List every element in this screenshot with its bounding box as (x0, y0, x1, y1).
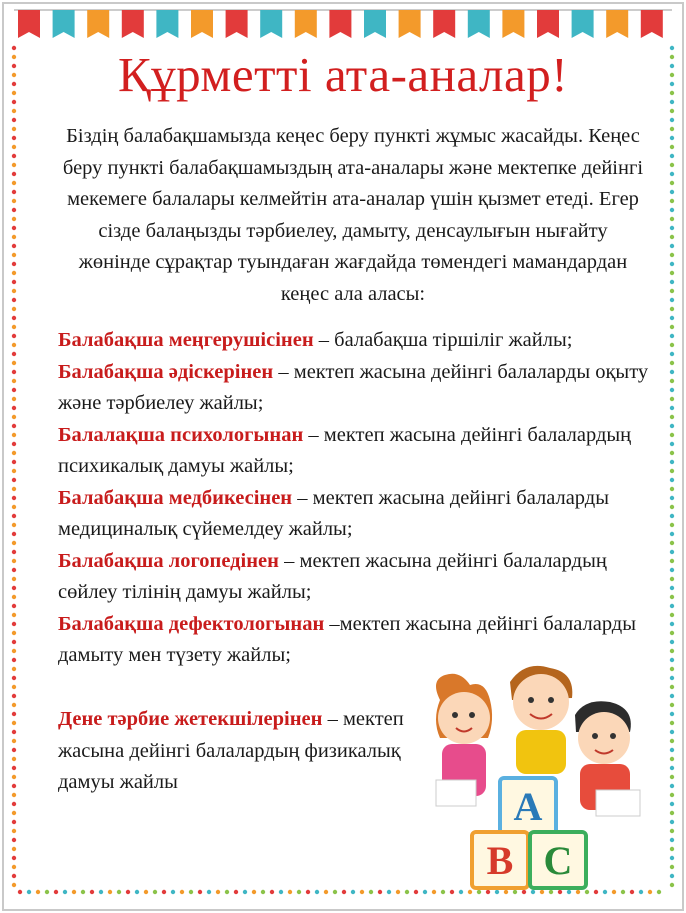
item-text: – мектеп жасына дейінгі балаларды медициналық сүйемелдеу жайлы; (58, 486, 609, 540)
item-text: – балабақша тіршіліг жайлы; (313, 329, 573, 351)
pennant-flag (156, 10, 178, 38)
children-illustration (400, 660, 650, 900)
pennant-flag (537, 10, 559, 38)
pennant-flag (606, 10, 628, 38)
item-text: – мектеп жасына дейінгі балалардың физикалық дамуы жайлы (58, 708, 404, 793)
list-item (58, 325, 658, 357)
pennant-flag (87, 10, 109, 38)
list-item (58, 420, 658, 483)
specialists-list (58, 325, 658, 672)
item-lead: Балабақша меңгерушісінен (58, 329, 314, 351)
list-item (58, 546, 658, 609)
page-title: Құрметті ата-аналар! (117, 47, 569, 102)
pennant-flag (295, 10, 317, 38)
boy-illustration (510, 666, 572, 774)
list-item (58, 483, 658, 546)
item-lead: Балабақша дефектологынан (58, 612, 325, 635)
pennant-flag (433, 10, 455, 38)
pennant-flag (53, 10, 75, 38)
pennant-flag (364, 10, 386, 38)
pennant-flag (18, 10, 40, 38)
pennant-flag (260, 10, 282, 38)
list-item (58, 357, 658, 420)
pennant-flag (122, 10, 144, 38)
item-lead: Балабақша медбикесінен (58, 486, 293, 509)
pennant-flag (468, 10, 490, 38)
item-lead: Дене тәрбие жетекшілерінен (58, 708, 323, 730)
intro-paragraph: Біздің балабақшамызда кеңес беру пункті жұмыс жасайды. Кеңес беру пункті балабақшамыздың ата-аналары және мектепке дейінгі мекемеге балалары келмейтін ата-аналар үшін қызмет етеді. Егер сізде балаңызды тәрбиелеу, дамыту, денсаулығын нығайту жөнінде сұрақтар туындаған жағдайда төмендегі мамандардан кеңес ала аласы: (62, 125, 644, 305)
pennant-flag (641, 10, 663, 38)
item-text: – мектеп жасына дейінгі балаларды оқыту және тәрбиелеу жайлы; (58, 360, 649, 414)
item-text: –мектеп жасына дейінгі балаларды дамыту мен түзету жайлы; (58, 612, 637, 666)
list-item-physical (58, 704, 418, 799)
block-letter-b: B (486, 838, 514, 883)
girl-illustration (436, 674, 492, 806)
pennant-garland (14, 8, 672, 42)
item-text: – мектеп жасына дейінгі балалардың психикалық дамуы жайлы; (58, 423, 632, 477)
abc-blocks (472, 778, 586, 888)
pennant-flag (226, 10, 248, 38)
pennant-flag (572, 10, 594, 38)
pennant-flag (191, 10, 213, 38)
pennant-flag (399, 10, 421, 38)
block-letter-c: C (543, 838, 573, 883)
pennant-flag (502, 10, 524, 38)
boy-illustration (575, 701, 640, 816)
item-lead: Балалақша психологынан (58, 423, 304, 446)
block-letter-a: A (513, 784, 543, 829)
pennant-flag (329, 10, 351, 38)
item-lead: Балабақша логопедінен (58, 549, 279, 572)
item-text: – мектеп жасына дейінгі балалардың сөйлеу тілінің дамуы жайлы; (58, 549, 607, 603)
item-lead: Балабақша әдіскерінен (58, 360, 274, 383)
